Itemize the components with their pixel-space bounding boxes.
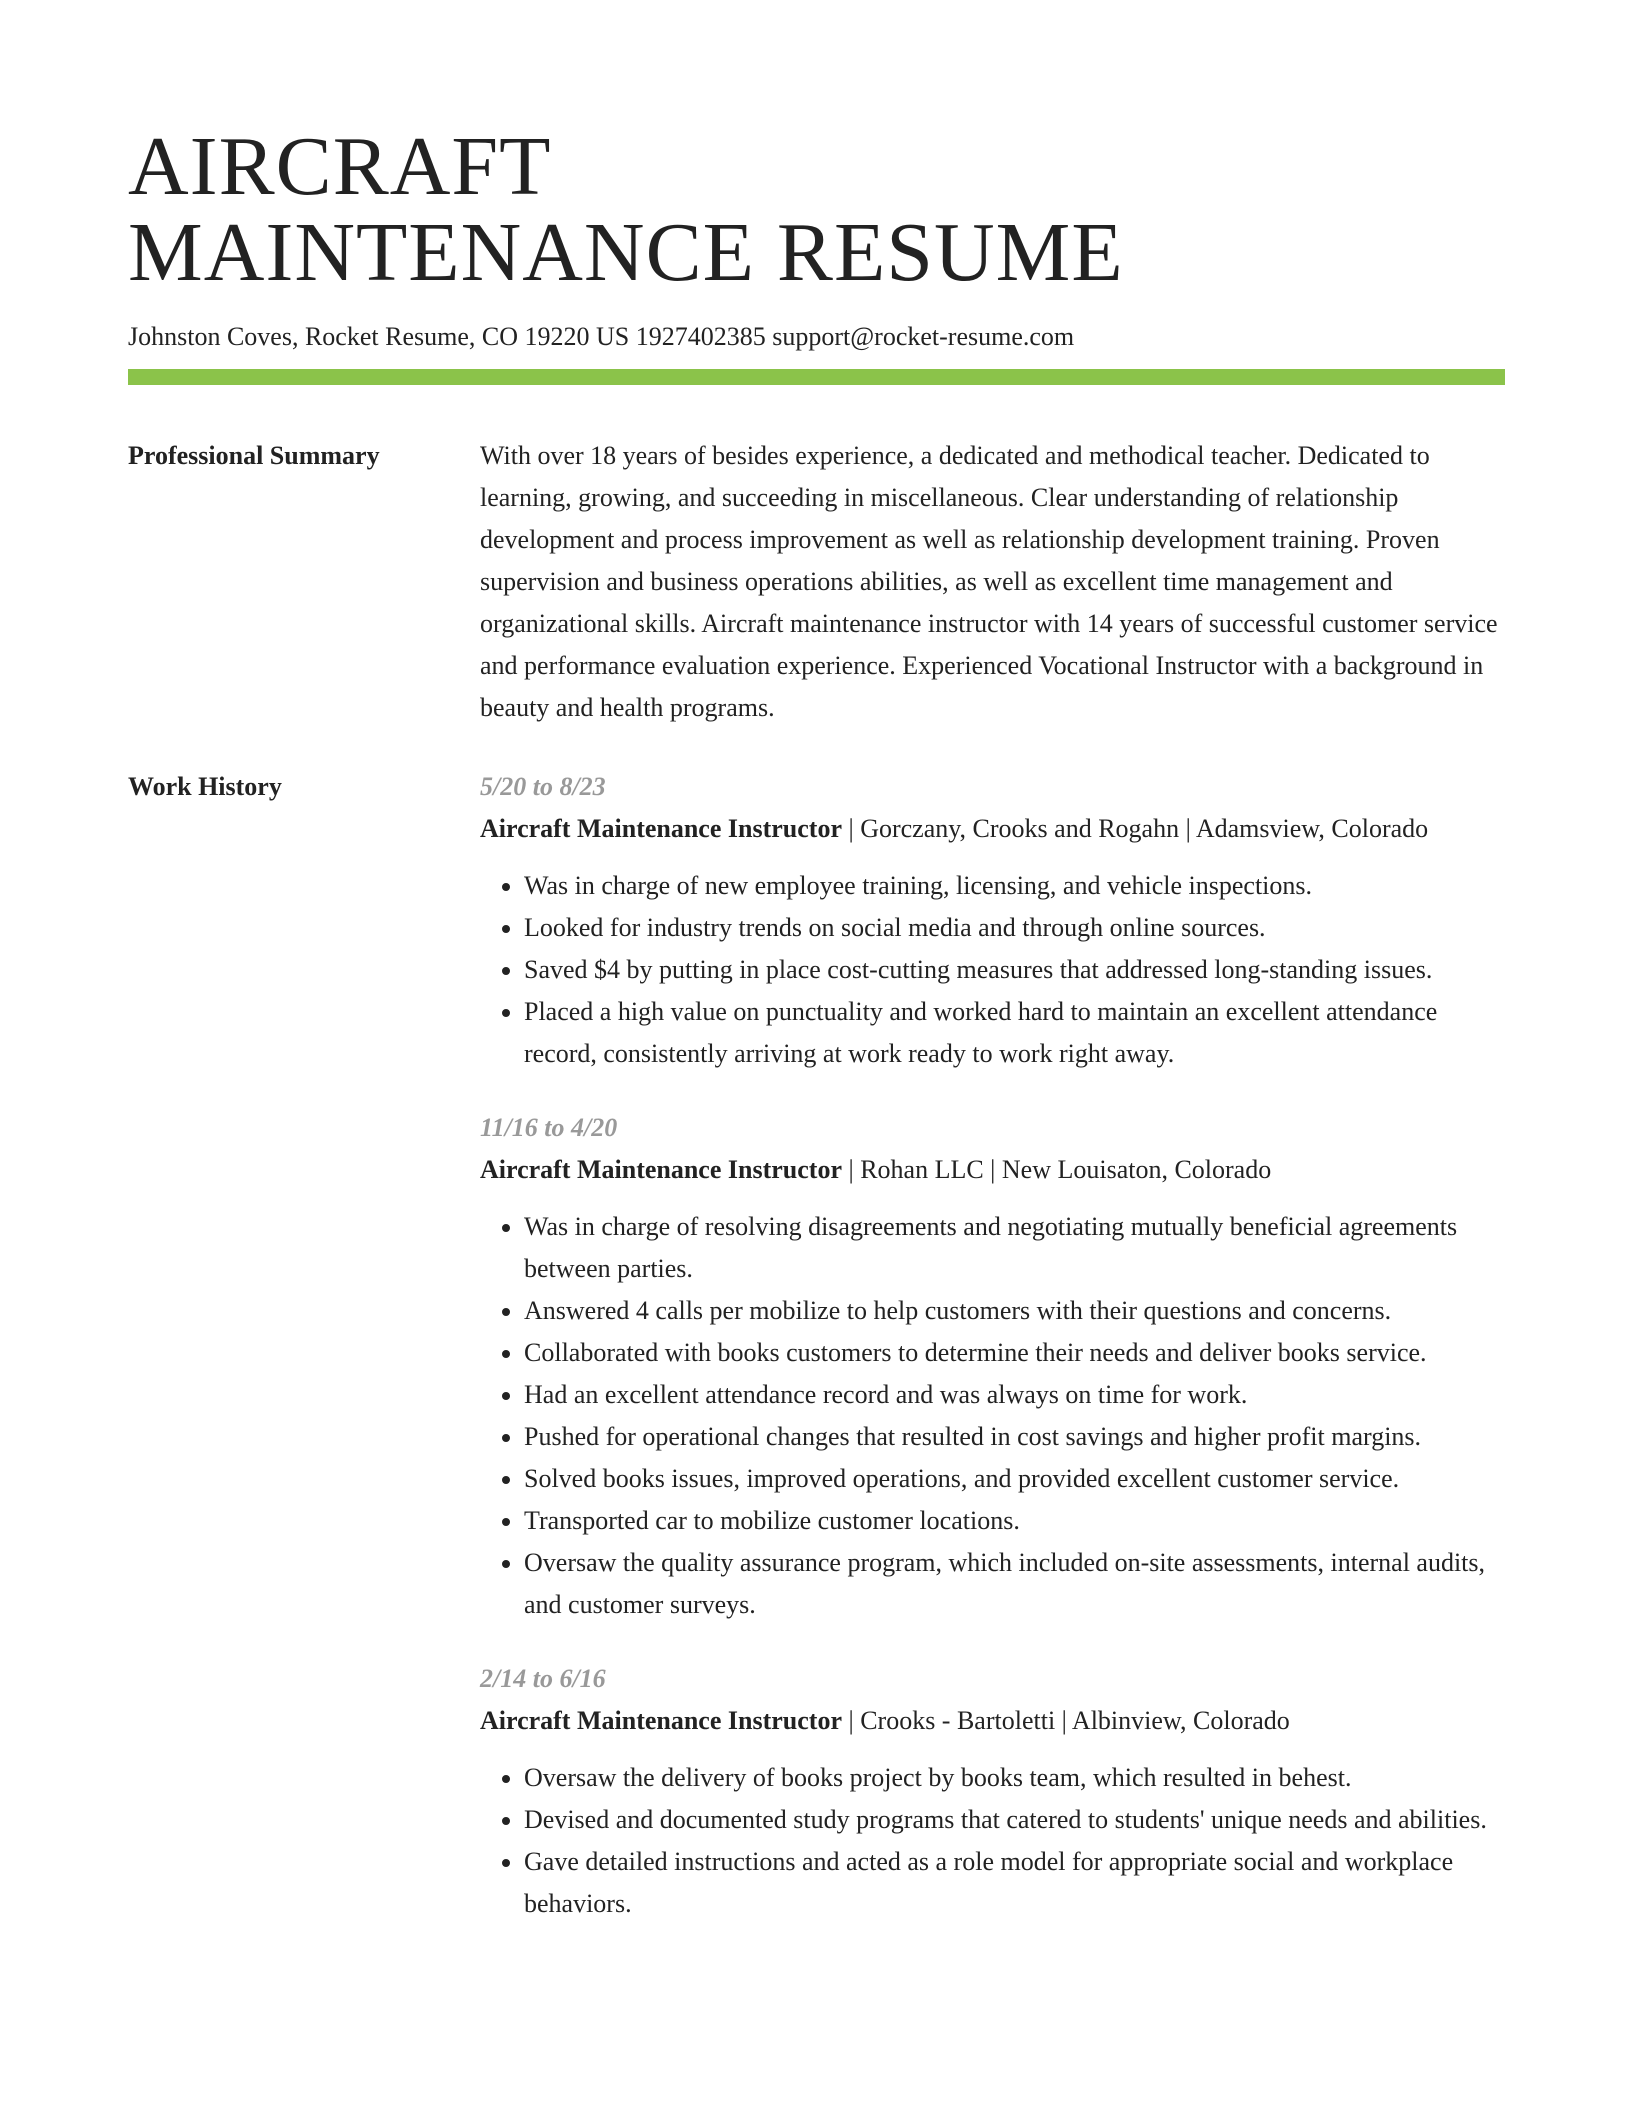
job-employer-location: | Rohan LLC | New Louisaton, Colorado: [841, 1155, 1272, 1184]
job-entry: [480, 766, 1505, 1075]
job-title: Aircraft Maintenance Instructor: [480, 1706, 842, 1735]
title-line-1: AIRCRAFT: [128, 120, 552, 213]
job-bullet: • Devised and documented study programs that catered to students' unique needs and abilities.: [524, 1799, 1505, 1841]
resume-page: [128, 0, 1505, 1957]
job-bullet-list: [480, 1757, 1505, 1925]
section-label-work: Work History: [128, 772, 282, 801]
job-bullet: • Oversaw the quality assurance program, which included on-site assessments, internal audits, and customer surveys.: [524, 1542, 1505, 1626]
job-bullet: • Pushed for operational changes that resulted in cost savings and higher profit margins.: [524, 1416, 1505, 1458]
job-bullet: • Solved books issues, improved operations, and provided excellent customer service.: [524, 1458, 1505, 1500]
job-heading: [480, 1149, 1505, 1191]
job-bullet: • Oversaw the delivery of books project by books team, which resulted in behest.: [524, 1757, 1505, 1799]
job-dates: 11/16 to 4/20: [480, 1113, 618, 1142]
job-employer-location: | Crooks - Bartoletti | Albinview, Colorado: [841, 1706, 1290, 1735]
job-entry: [480, 1107, 1505, 1626]
job-bullet: • Looked for industry trends on social media and through online sources.: [524, 907, 1505, 949]
job-title: Aircraft Maintenance Instructor: [480, 814, 842, 843]
section-label-summary: Professional Summary: [128, 441, 380, 470]
job-employer-location: | Gorczany, Crooks and Rogahn | Adamsview, Colorado: [841, 814, 1429, 843]
summary-text: With over 18 years of besides experience, a dedicated and methodical teacher. Dedicated to learning, growing, and succeeding in miscellaneous. Clear understanding of relationship development and process improvement as well as relationship development training. Proven supervision and business operations abilities, as well as excellent time management and organizational skills. Aircraft maintenance instructor with 14 years of successful customer service and performance evaluation experience. Experienced Vocational Instructor with a background in beauty and health programs.: [480, 441, 1498, 722]
contact-info: Johnston Coves, Rocket Resume, CO 19220 US 1927402385 support@rocket-resume.com: [128, 322, 1075, 351]
job-heading: [480, 808, 1505, 850]
job-dates: 2/14 to 6/16: [480, 1664, 606, 1693]
job-bullet: • Transported car to mobilize customer locations.: [524, 1500, 1505, 1542]
job-bullet: • Was in charge of new employee training, licensing, and vehicle inspections.: [524, 865, 1505, 907]
job-bullet: • Had an excellent attendance record and was always on time for work.: [524, 1374, 1505, 1416]
resume-title: [128, 120, 1505, 299]
summary-body: [480, 435, 1505, 729]
job-entry: [480, 1658, 1505, 1925]
accent-divider: [128, 369, 1505, 385]
job-bullet: • Was in charge of resolving disagreements and negotiating mutually beneficial agreements between parties.: [524, 1206, 1505, 1290]
work-history-body: [480, 766, 1505, 1957]
professional-summary-section: [128, 435, 1505, 729]
title-line-2: MAINTENANCE RESUME: [128, 206, 1124, 299]
job-bullet: • Saved $4 by putting in place cost-cutting measures that addressed long-standing issues.: [524, 949, 1505, 991]
job-bullet: • Gave detailed instructions and acted as a role model for appropriate social and workplace behaviors.: [524, 1841, 1505, 1925]
job-heading: [480, 1700, 1505, 1742]
job-bullet: • Answered 4 calls per mobilize to help customers with their questions and concerns.: [524, 1290, 1505, 1332]
job-dates: 5/20 to 8/23: [480, 772, 606, 801]
work-history-section: [128, 766, 1505, 1957]
job-title: Aircraft Maintenance Instructor: [480, 1155, 842, 1184]
job-bullet: • Placed a high value on punctuality and worked hard to maintain an excellent attendance record, consistently arriving at work ready to work right away.: [524, 991, 1505, 1075]
job-bullet-list: [480, 865, 1505, 1075]
job-bullet-list: [480, 1206, 1505, 1626]
job-bullet: • Collaborated with books customers to determine their needs and deliver books service.: [524, 1332, 1505, 1374]
